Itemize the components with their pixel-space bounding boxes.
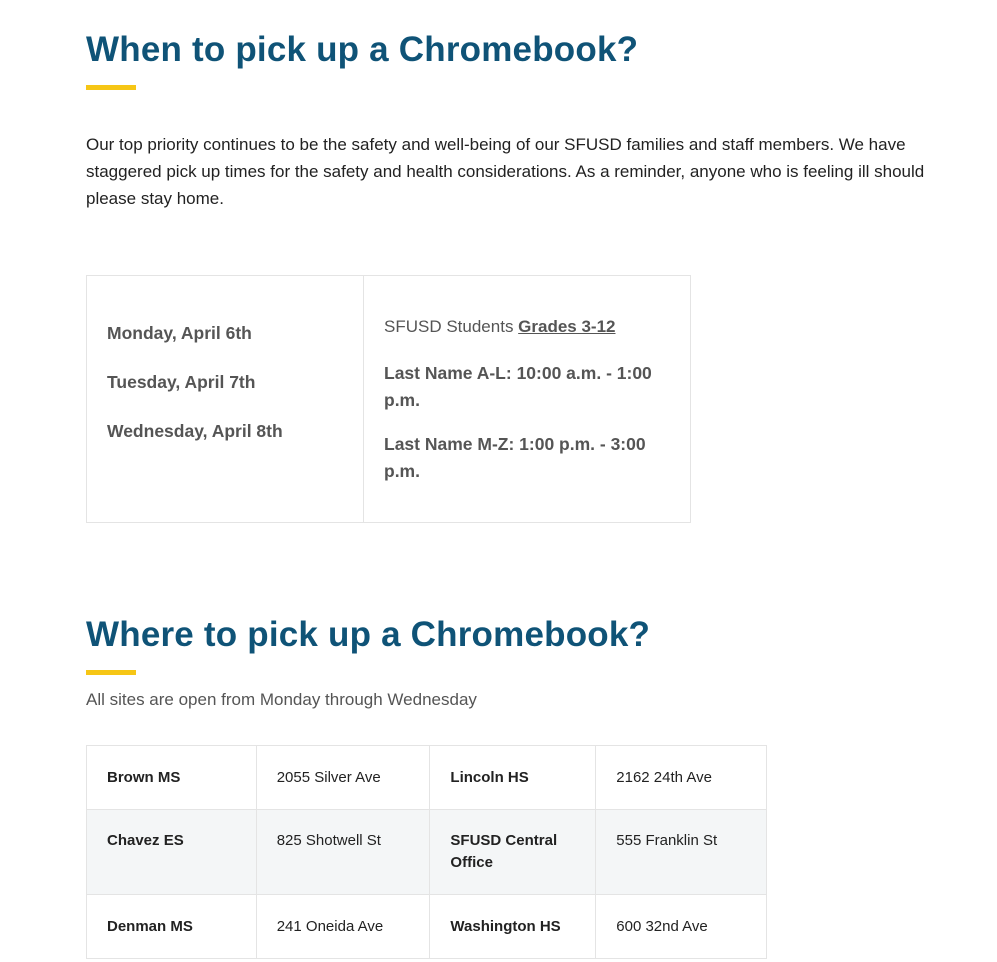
site-address: 825 Shotwell St — [256, 810, 430, 895]
students-prefix: SFUSD Students — [384, 317, 519, 336]
table-row — [87, 895, 767, 959]
sites-table — [86, 745, 767, 959]
site-name: SFUSD Central Office — [430, 810, 596, 895]
when-accent-bar — [86, 85, 136, 90]
schedule-times-cell — [364, 276, 690, 522]
site-name: Denman MS — [87, 895, 257, 959]
site-address: 600 32nd Ave — [596, 895, 767, 959]
schedule-dates-cell — [87, 276, 364, 522]
site-address: 241 Oneida Ave — [256, 895, 430, 959]
schedule-table — [86, 275, 691, 523]
where-accent-bar — [86, 670, 136, 675]
time-slot: Last Name M-Z: 1:00 p.m. - 3:00 p.m. — [384, 434, 646, 481]
site-name: Washington HS — [430, 895, 596, 959]
site-name: Brown MS — [87, 746, 257, 810]
table-row — [87, 746, 767, 810]
schedule-date: Tuesday, April 7th — [107, 372, 256, 392]
table-row — [87, 810, 767, 895]
site-name: Chavez ES — [87, 810, 257, 895]
site-address: 2162 24th Ave — [596, 746, 767, 810]
when-intro-text: Our top priority continues to be the safety and well-being of our SFUSD families and staff members. We have staggered pick up times for the safety and health considerations. As a reminder, anyone who is feeling ill should please stay home. — [86, 135, 925, 208]
site-name: Lincoln HS — [430, 746, 596, 810]
students-line — [384, 316, 670, 338]
time-slot: Last Name A-L: 10:00 a.m. - 1:00 p.m. — [384, 363, 652, 410]
where-subtitle: All sites are open from Monday through Wednesday — [86, 690, 477, 709]
where-heading: Where to pick up a Chromebook? — [86, 615, 651, 654]
schedule-date: Monday, April 6th — [107, 323, 252, 343]
schedule-date: Wednesday, April 8th — [107, 421, 283, 441]
site-address: 555 Franklin St — [596, 810, 767, 895]
when-heading: When to pick up a Chromebook? — [86, 30, 639, 69]
site-address: 2055 Silver Ave — [256, 746, 430, 810]
grades-link[interactable]: Grades 3-12 — [518, 317, 616, 336]
